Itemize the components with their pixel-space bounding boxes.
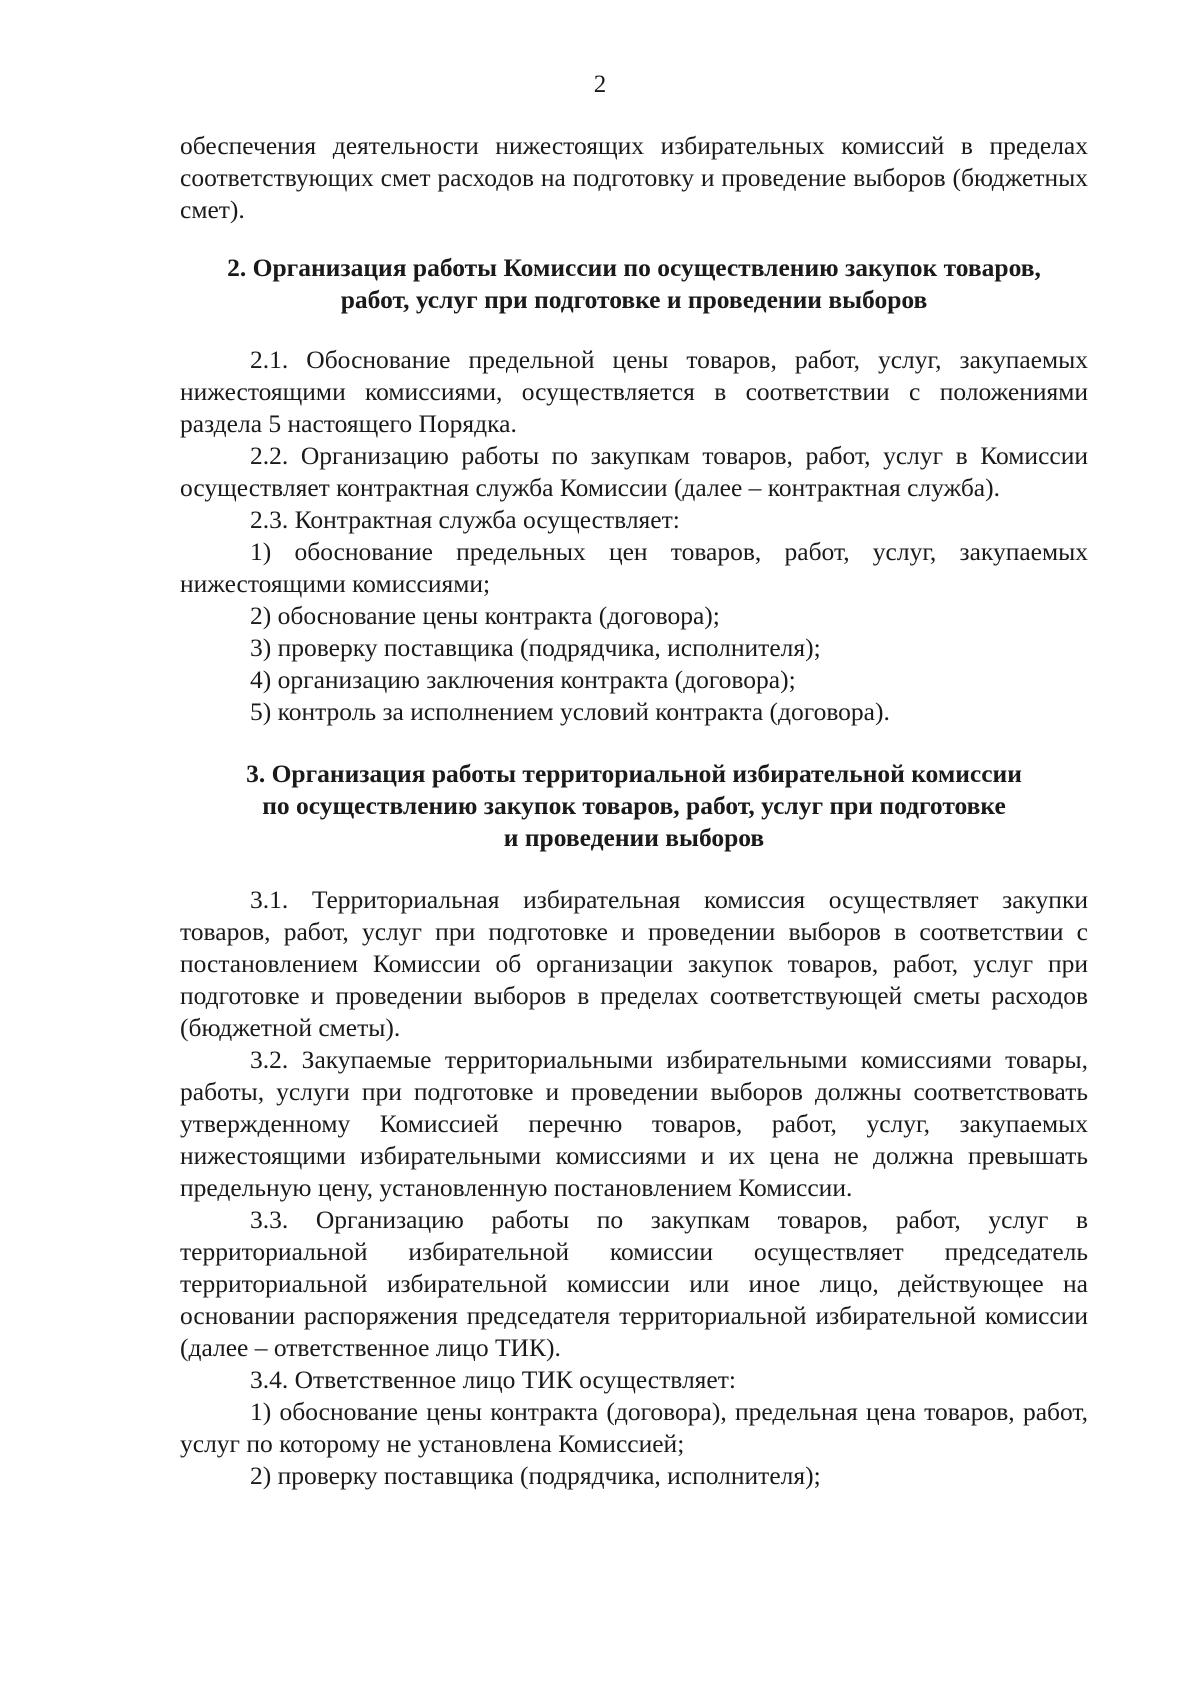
paragraph-2-2: 2.2. Организацию работы по закупкам товаров, работ, услуг в Комиссии осуществляет контрактная служба Комиссии (далее – контрактная служба).: [180, 441, 1088, 502]
list-item: 1) обоснование предельных цен товаров, работ, услуг, закупаемых нижестоящими комиссиями;: [180, 537, 1088, 598]
list-item: 5) контроль за исполнением условий контракта (договора).: [250, 697, 890, 726]
list-item: 4) организацию заключения контракта (договора);: [250, 665, 796, 694]
page-number: 2: [593, 71, 607, 98]
list-item: 1) обоснование цены контракта (договора), предельная цена товаров, работ, услуг по которому не установлена Комиссией;: [180, 1397, 1088, 1458]
section-3-heading-line: и проведении выборов: [503, 823, 765, 852]
section-3-heading: [180, 758, 1088, 854]
paragraph-2-3: 2.3. Контрактная служба осуществляет:: [250, 505, 680, 534]
paragraph-3-2: 3.2. Закупаемые территориальными избирательными комиссиями товары, работы, услуги при подготовке и проведении выборов должны соответствовать утвержденному Комиссией перечню товаров, работ, услуг, закупаемых нижестоящими избирательными комиссиями и их цена не должна превышать предельную цену, установленную постановлением Комиссии.: [180, 1045, 1088, 1202]
paragraph-3-3: 3.3. Организацию работы по закупкам товаров, работ, услуг в территориальной избирательной комиссии осуществляет председатель территориальной избирательной комиссии или иное лицо, действующее на основании распоряжения председателя территориальной избирательной комиссии (далее – ответственное лицо ТИК).: [180, 1205, 1088, 1362]
list-item: 3) проверку поставщика (подрядчика, исполнителя);: [250, 633, 821, 662]
list-item: 2) обоснование цены контракта (договора);: [250, 601, 720, 630]
section-3-heading-line: по осуществлению закупок товаров, работ, услуг при подготовке: [262, 791, 1006, 820]
paragraph-2-1: 2.1. Обоснование предельной цены товаров, работ, услуг, закупаемых нижестоящими комиссиями, осуществляется в соответствии с положениями раздела 5 настоящего Порядка.: [180, 345, 1088, 438]
document-body: [180, 130, 1088, 1492]
section-3-heading-line: 3. Организация работы территориальной избирательной комиссии: [246, 759, 1022, 788]
section-2-heading: [180, 252, 1088, 316]
paragraph-3-4: 3.4. Ответственное лицо ТИК осуществляет:: [250, 1365, 736, 1394]
intro-paragraph: обеспечения деятельности нижестоящих избирательных комиссий в пределах соответствующих смет расходов на подготовку и проведение выборов (бюджетных смет).: [180, 131, 1088, 224]
section-2-heading-line: работ, услуг при подготовке и проведении выборов: [340, 285, 928, 314]
section-2-heading-line: 2. Организация работы Комиссии по осуществлению закупок товаров,: [227, 253, 1041, 282]
paragraph-3-1: 3.1. Территориальная избирательная комиссия осуществляет закупки товаров, работ, услуг при подготовке и проведении выборов в соответствии с постановлением Комиссии об организации закупок товаров, работ, услуг при подготовке и проведении выборов в пределах соответствующей сметы расходов (бюджетной сметы).: [180, 885, 1088, 1042]
list-item: 2) проверку поставщика (подрядчика, исполнителя);: [250, 1461, 821, 1490]
